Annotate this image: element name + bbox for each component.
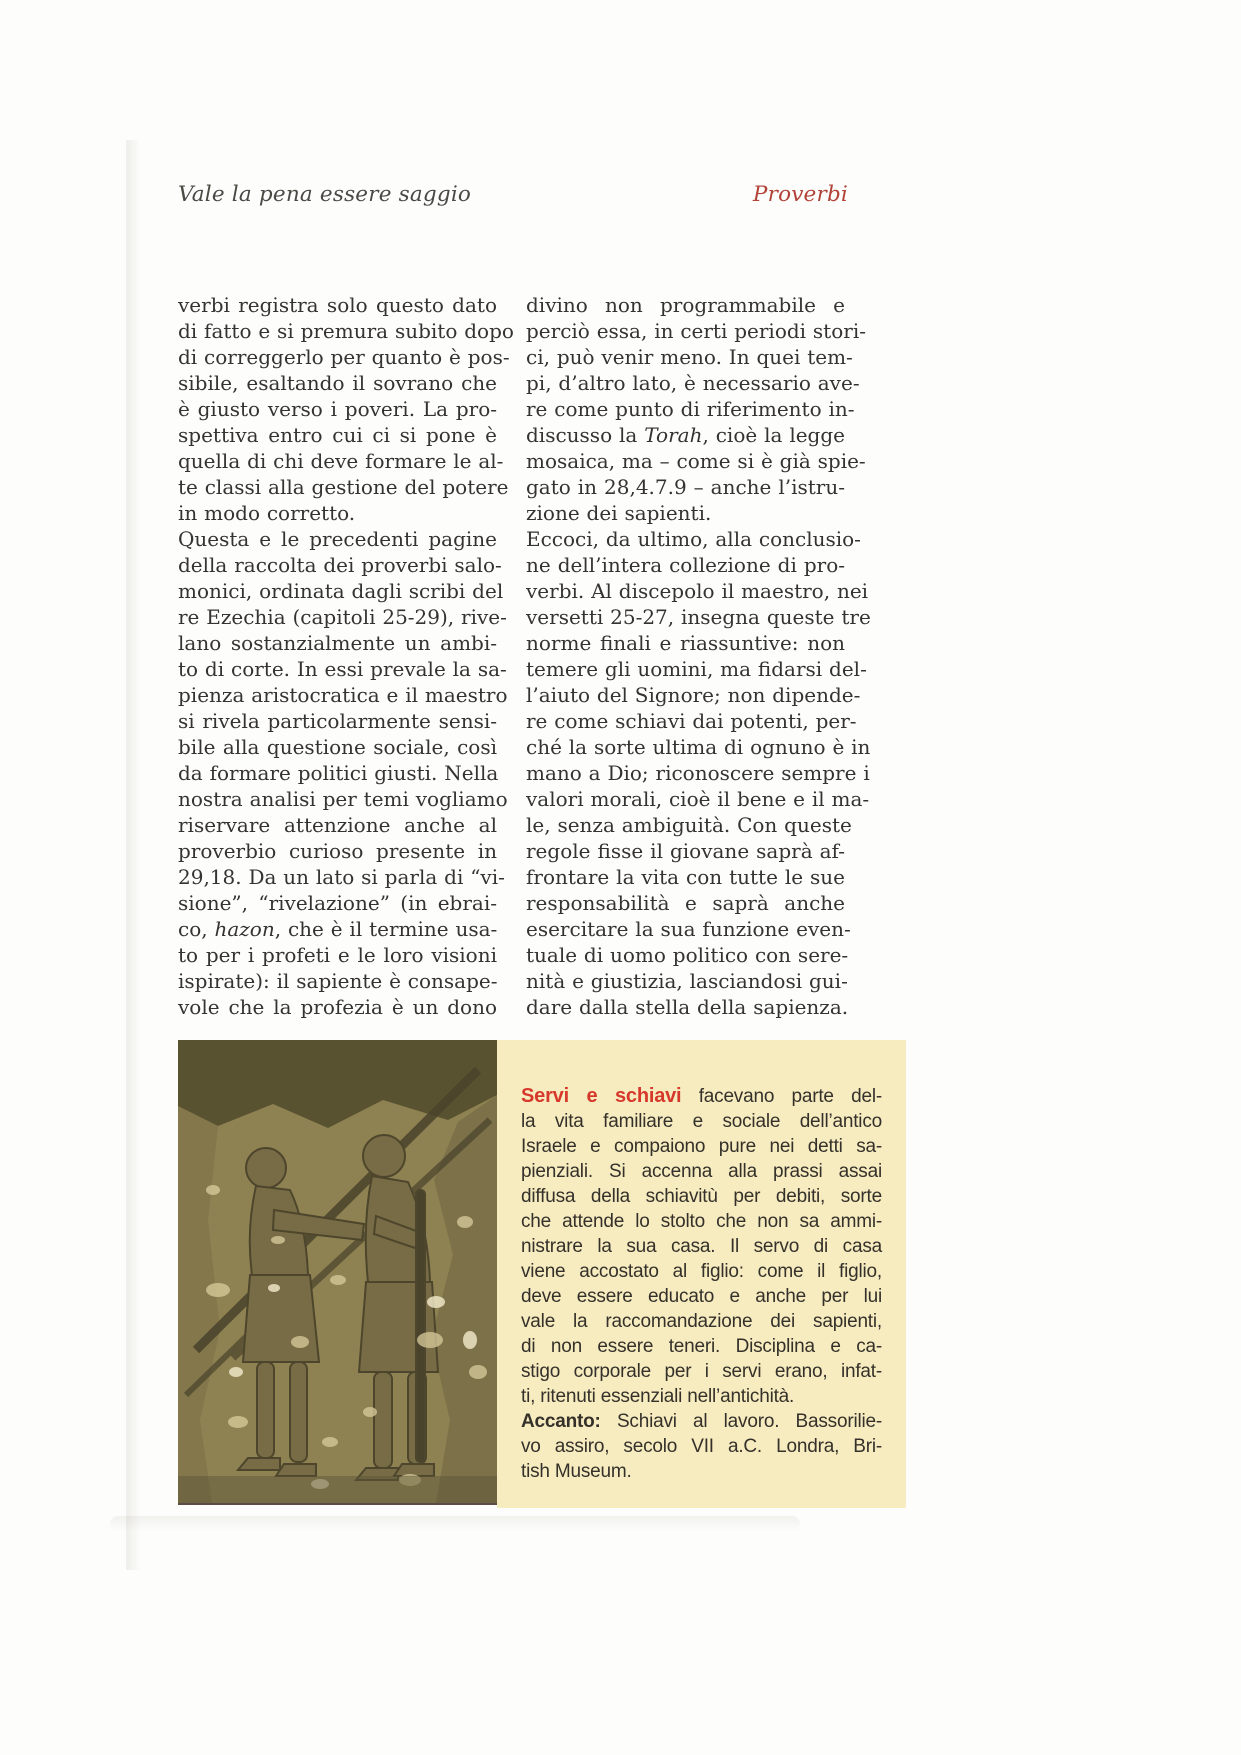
text-line: le, senza ambiguità. Con queste (526, 813, 852, 837)
text-line: zione dei sapienti. (526, 501, 712, 525)
text-line: norme finali e riassuntive: non (526, 631, 845, 655)
text-line: responsabilità e saprà anche (526, 891, 845, 915)
text-line: sibile, esaltando il sovrano che (178, 371, 497, 395)
text-line: to di corte. In essi prevale la sa- (178, 657, 507, 681)
text-line: ci, può venir meno. In quei tem- (526, 345, 853, 369)
text-line: mano a Dio; riconoscere sempre i (526, 761, 870, 785)
text-line: verbi registra solo questo dato (178, 293, 497, 317)
text-line: discusso la Torah, cioè la legge (526, 423, 845, 447)
text-line: di correggerlo per quanto è pos- (178, 345, 510, 369)
text-line: vale la raccomandazione dei sapienti, (521, 1311, 882, 1332)
text-line: di non essere teneri. Disciplina e ca- (521, 1336, 882, 1357)
sidebar-infobox (497, 1040, 906, 1508)
body-column-right (526, 292, 871, 1020)
text-line: ti, ritenuti essenziali nell’antichità. (521, 1386, 795, 1407)
text-line: riservare attenzione anche al (178, 813, 497, 837)
text-line: ispirate): il sapiente è consape- (178, 969, 498, 993)
text-line: re come schiavi dai potenti, per- (526, 709, 857, 733)
text-line: regole fisse il giovane saprà af- (526, 839, 845, 863)
infobox-lead: Servi e schiavi (521, 1085, 682, 1107)
text-line: pienza aristocratica e il maestro (178, 683, 508, 707)
text-line: che attende lo stolto che non sa ammi- (521, 1211, 882, 1232)
text-line: deve essere educato e anche per lui (521, 1286, 882, 1307)
running-header-right: Proverbi (752, 182, 848, 207)
text-line: in modo corretto. (178, 501, 356, 525)
text-line: re Ezechia (capitoli 25-29), rive- (178, 605, 507, 629)
text-line: verbi. Al discepolo il maestro, nei (526, 579, 869, 603)
text-line: co, hazon, che è il termine usa- (178, 917, 498, 941)
text-line: Eccoci, da ultimo, alla conclusio- (526, 527, 861, 551)
text-line: ne dell’intera collezione di pro- (526, 553, 845, 577)
text-line: gato in 28,4.7.9 – anche l’istru- (526, 475, 845, 499)
text-line: 29,18. Da un lato si parla di “vi- (178, 865, 505, 889)
page-bottom-shadow (110, 1516, 800, 1532)
text-line: vo assiro, secolo VII a.C. Londra, Bri- (521, 1436, 882, 1457)
text-line: monici, ordinata dagli scribi del (178, 579, 504, 603)
text-line: vole che la profezia è un dono (178, 995, 497, 1019)
text-line: bile alla questione sociale, così (178, 735, 497, 759)
running-header-left: Vale la pena essere saggio (178, 182, 472, 207)
text-line: spettiva entro cui ci si pone è (178, 423, 497, 447)
text-line: proverbio curioso presente in (178, 839, 497, 863)
text-line: divino non programmabile e (526, 293, 845, 317)
text-line: sione”, “rivelazione” (in ebrai- (178, 891, 497, 915)
text-line: nità e giustizia, lasciandosi gui- (526, 969, 848, 993)
text-line: quella di chi deve formare le al- (178, 449, 504, 473)
text-line: perciò essa, in certi periodi stori- (526, 319, 866, 343)
text-line: versetti 25-27, insegna queste tre (526, 605, 871, 629)
text-line: to per i profeti e le loro visioni (178, 943, 497, 967)
stone-rubble-top (178, 1040, 497, 1128)
text-line: pienziali. Si accenna alla prassi assai (521, 1161, 882, 1182)
text-line: è giusto verso i poveri. La pro- (178, 397, 497, 421)
text-line: Israele e compaiono pure nei detti sa- (521, 1136, 882, 1157)
text-line: l’aiuto del Signore; non dipende- (526, 683, 861, 707)
text-line: diffusa della schiavitù per debiti, sorte (521, 1186, 882, 1207)
stone-ground (178, 1476, 497, 1503)
text-line: temere gli uomini, ma fidarsi del- (526, 657, 867, 681)
body-column-left (178, 292, 514, 1020)
text-line: della raccolta dei proverbi salo- (178, 553, 502, 577)
text-line: nostra analisi per temi vogliamo (178, 787, 508, 811)
text-line: re come punto di riferimento in- (526, 397, 855, 421)
page-edge-shadow (126, 140, 141, 1570)
text-line: lano sostanzialmente un ambi- (178, 631, 497, 655)
text-line: di fatto e si premura subito dopo (178, 319, 514, 343)
text-line: viene accostato al figlio: come il figlio, (521, 1261, 882, 1282)
text-line: nistrare la sua casa. Il servo di casa (521, 1236, 882, 1257)
text-line: Accanto: Schiavi al lavoro. Bassorilie- (521, 1411, 882, 1432)
text-line: esercitare la sua funzione even- (526, 917, 851, 941)
text-line: Servi e schiavi facevano parte del- (521, 1085, 882, 1107)
text-line: frontare la vita con tutte le sue (526, 865, 845, 889)
text-line: valori morali, cioè il bene e il ma- (526, 787, 870, 811)
text-line: stigo corporale per i servi erano, infat- (521, 1361, 882, 1382)
bas-relief-illustration (178, 1040, 497, 1503)
text-line: ché la sorte ultima di ognuno è in (526, 735, 871, 759)
bas-relief-photo (178, 1040, 497, 1505)
text-line: tuale di uomo politico con sere- (526, 943, 849, 967)
text-line: si rivela particolarmente sensi- (178, 709, 497, 733)
text-line: te classi alla gestione del potere (178, 475, 509, 499)
text-line: la vita familiare e sociale dell’antico (521, 1111, 882, 1132)
text-line: pi, d’altro lato, è necessario ave- (526, 371, 860, 395)
text-line: tish Museum. (521, 1461, 632, 1482)
text-line: da formare politici giusti. Nella (178, 761, 499, 785)
text-line: dare dalla stella della sapienza. (526, 995, 849, 1019)
text-line: mosaica, ma – come si è già spie- (526, 449, 866, 473)
text-line: Questa e le precedenti pagine (178, 527, 497, 551)
